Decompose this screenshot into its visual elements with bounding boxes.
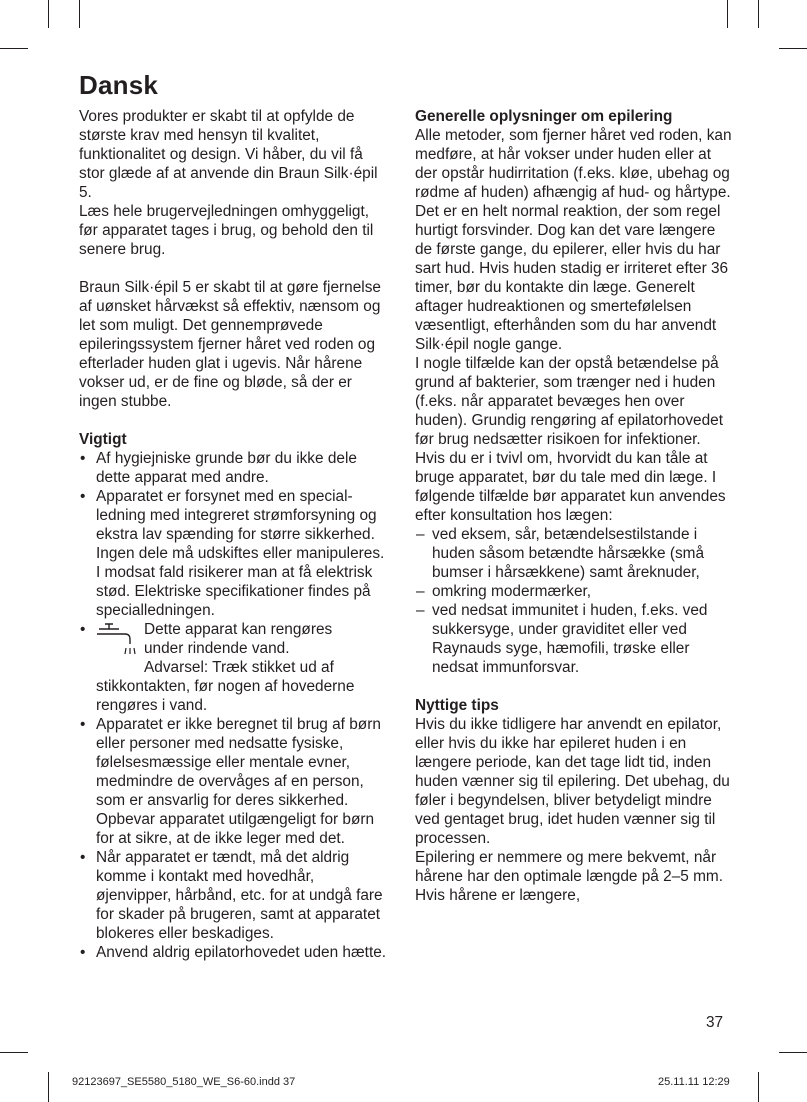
page-number: 37 [706, 1014, 724, 1031]
intro-paragraph: Braun Silk·épil 5 er skabt til at gøre fjernelse af uønsket hårvækst så effektiv, nænsom og let som muligt. Det gennemprøvede epileringssystem fjerner håret ved roden og efterlader huden glat i ugevis. Når hårene vokser ud, er de fine og bløde, så der er ingen stubbe. [79, 279, 381, 410]
body-paragraph: I nogle tilfælde kan der opstå betændelse på grund af bakterier, som trænger ned i huden (f.eks. når apparatet bevæges hen over huden). Grundig rengøring af epilatorhovedet før brug nedsætter risikoen for infektioner. [415, 355, 724, 448]
section-heading-general: Generelle oplysninger om epilering [415, 108, 673, 125]
crop-mark [758, 1072, 759, 1102]
warning-list [79, 449, 391, 620]
warning-list [79, 715, 391, 962]
icon-text-line: Advarsel: Træk stikket ud af [144, 659, 334, 676]
body-paragraph: Epilering er nemmere og mere bekvemt, når hårene har den optimale længde på 2–5 mm. Hvis hårene er længere, [415, 849, 724, 904]
crop-mark [0, 1052, 28, 1053]
right-column [415, 107, 733, 905]
crop-mark [779, 48, 807, 49]
list-item: • Af hygiejniske grunde bør du ikke dele dette apparat med andre. [79, 449, 391, 487]
body-paragraph: Hvis du ikke tidligere har anvendt en epilator, eller hvis du ikke har epileret huden i en længere periode, kan det tage lidt tid, inden huden vænner sig til epilering. Det ubehag, du føler i begyndelsen, bliver betydeligt mindre ved gentaget brug, idet huden vænner sig til processen. [415, 716, 730, 847]
page-title: Dansk [79, 70, 159, 100]
left-column [79, 107, 391, 962]
icon-text-line: • Dette apparat kan rengøres [144, 621, 333, 638]
intro-paragraph: Læs hele brugervejledningen omhyggeligt, før apparatet tages i brug, og behold den til senere brug. [79, 203, 374, 258]
list-item: • Apparatet er ikke beregnet til brug af børn eller personer med nedsatte fysiske, følelsesmæssige eller mentale evner, medmindre de overvåges af en person, som er ansvarlig for deres sikkerhed. Opbevar apparatet utilgængeligt for børn for at sikre, at de ikke leger med det. [79, 715, 391, 848]
list-item: • Apparatet er forsynet med en specialledning med integreret strømforsyning og ekstra lav spænding for større sikkerhed. Ingen dele må udskiftes eller manipuleres. I modsat fald risikerer man at få elektrisk stød. Elektriske specifikationer findes på specialledningen. [79, 487, 391, 620]
crop-mark [779, 1052, 807, 1053]
body-paragraph: Hvis du er i tvivl om, hvorvidt du kan tåle at bruge apparatet, bør du tale med din læge. I følgende tilfælde bør apparatet kun anvendes efter konsultation hos lægen: [415, 450, 726, 524]
body-paragraph: Alle metoder, som fjerner håret ved roden, kan medføre, at hår vokser under huden eller at der opstår hudirritation (f.eks. kløe, ubehag og rødme af huden) afhængig af hud- og hårtype. Det er en helt normal reaktion, der som regel hurtigt forsvinder. Dog kan det vare længere de første gange, du epilerer, eller hvis du har sart hud. Hvis huden stadig er irriteret efter 36 timer, bør du kontakte din læge. Generelt aftager hudreaktionen og smertefølelsen væsentligt, efterhånden som du har anvendt Silk·épil nogle gange. [415, 127, 732, 353]
footer-timestamp: 25.11.11 12:29 [658, 1076, 730, 1088]
running-water-icon [95, 622, 139, 656]
list-item: – ved nedsat immunitet i huden, f.eks. ved sukkersyge, under graviditet eller ved Raynauds syge, hæmofili, trøske eller nedsat immunforsvar. [415, 601, 733, 677]
intro-paragraph: Vores produkter er skabt til at opfylde de største krav med hensyn til kvalitet, funktionalitet og design. Vi håber, du vil få stor glæde af at anvende din Braun Silk·épil 5. [79, 108, 378, 201]
icon-text-line: under rindende vand. [144, 640, 290, 657]
crop-mark [727, 0, 728, 28]
list-item-with-icon [79, 620, 391, 715]
section-heading-vigtigt: Vigtigt [79, 431, 127, 448]
crop-mark [758, 0, 759, 28]
icon-text-rest: stikkontakten, før nogen af hovederne rengøres i vand. [96, 678, 355, 714]
list-item: • Når apparatet er tændt, må det aldrig komme i kontakt med hovedhår, øjenvipper, hårbånd, etc. for at undgå fare for skader på brugeren, samt at apparatet blokeres eller beskadiges. [79, 848, 391, 943]
crop-mark [0, 48, 28, 49]
footer-filename: 92123697_SE5580_5180_WE_S6-60.indd 37 [72, 1076, 296, 1088]
section-heading-tips: Nyttige tips [415, 697, 499, 714]
list-item: • Anvend aldrig epilatorhovedet uden hætte. [79, 943, 391, 962]
list-item: – omkring modermærker, [415, 582, 733, 601]
condition-list [415, 525, 733, 677]
list-item: – ved eksem, sår, betændelsestilstande i huden såsom betændte hårsække (små bumser i hårsækkene) samt åreknuder, [415, 525, 733, 582]
crop-mark [48, 1072, 49, 1102]
crop-mark [48, 0, 49, 28]
crop-mark [79, 0, 80, 28]
